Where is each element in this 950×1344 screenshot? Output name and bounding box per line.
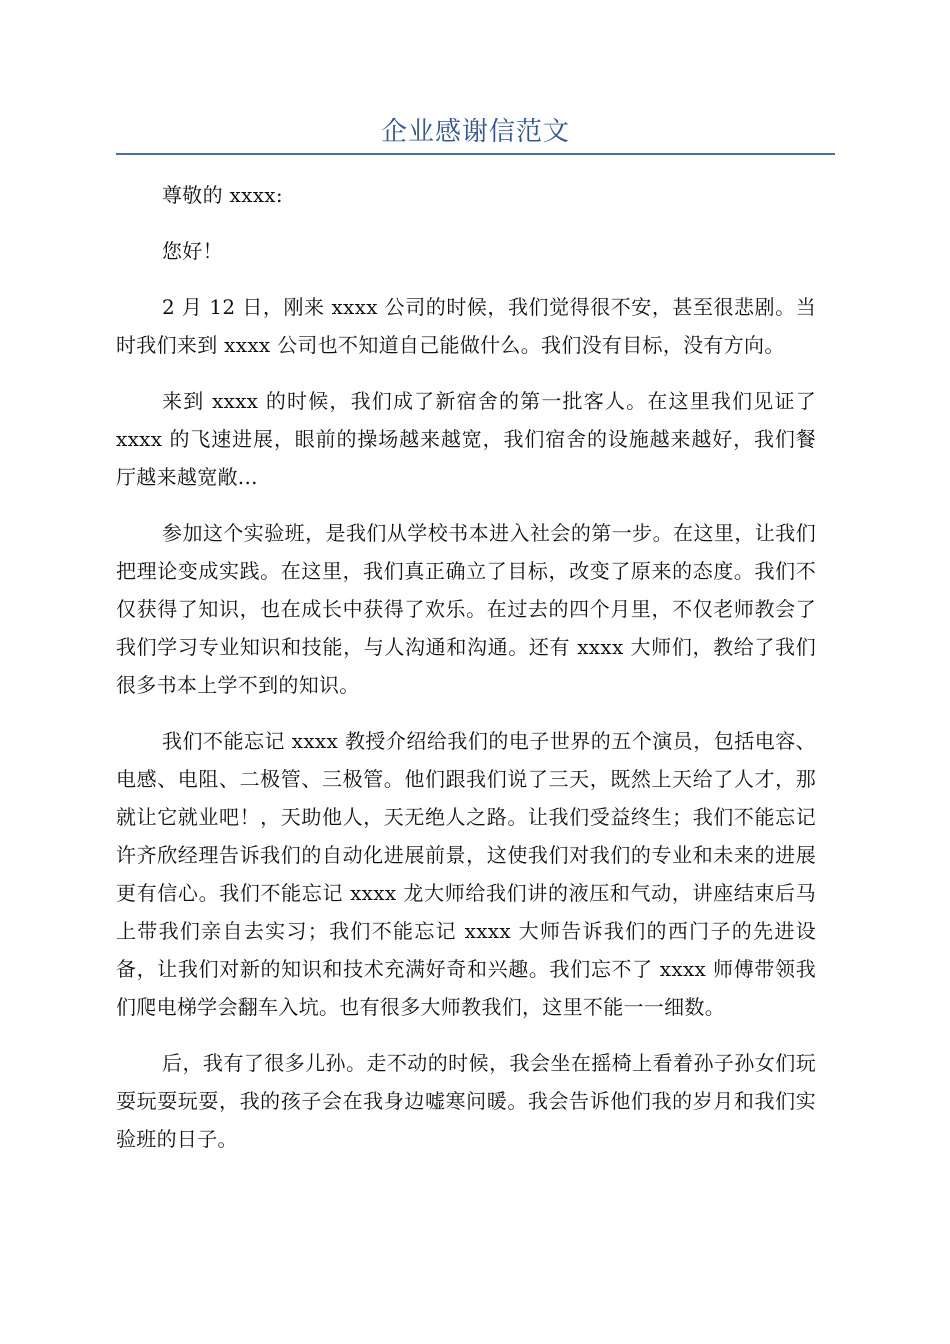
body-paragraph: 2 月 12 日，刚来 xxxx 公司的时候，我们觉得很不安，甚至很悲剧。当时我们来到 xxxx 公司也不知道自己能做什么。我们没有目标，没有方向。: [116, 295, 816, 357]
document-title: 企业感谢信范文: [380, 117, 570, 147]
salutation: 尊敬的 xxxx:: [162, 183, 283, 207]
document-body: [116, 176, 816, 1176]
body-paragraph: 来到 xxxx 的时候，我们成了新宿舍的第一批客人。在这里我们见证了 xxxx 的飞速进展，眼前的操场越来越宽，我们宿舍的设施越来越好，我们餐厅越来越宽敞...: [116, 389, 816, 489]
greeting: 您好！: [162, 239, 223, 263]
title-underline: [116, 153, 835, 155]
body-paragraph: 参加这个实验班，是我们从学校书本进入社会的第一步。在这里，让我们把理论变成实践。在这里，我们真正确立了目标，改变了原来的态度。我们不仅获得了知识，也在成长中获得了欢乐。在过去的四个月里，不仅老师教会了我们学习专业知识和技能，与人沟通和沟通。还有 xxxx 大师们，教给了我们很多书本上学不到的知识。: [116, 521, 816, 697]
body-paragraph: 后，我有了很多儿孙。走不动的时候，我会坐在摇椅上看着孙子孙女们玩耍玩耍玩耍，我的孩子会在我身边嘘寒问暖。我会告诉他们我的岁月和我们实验班的日子。: [116, 1051, 816, 1151]
body-paragraph: 我们不能忘记 xxxx 教授介绍给我们的电子世界的五个演员，包括电容、电感、电阻、二极管、三极管。他们跟我们说了三天，既然上天给了人才，那就让它就业吧！，天助他人，天无绝人之路。让我们受益终生；我们不能忘记许齐欣经理告诉我们的自动化进展前景，这使我们对我们的专业和未来的进展更有信心。我们不能忘记 xxxx 龙大师给我们讲的液压和气动，讲座结束后马上带我们亲自去实习；我们不能忘记 xxxx 大师告诉我们的西门子的先进设备，让我们对新的知识和技术充满好奇和兴趣。我们忘不了 xxxx 师傅带领我们爬电梯学会翻车入坑。也有很多大师教我们，这里不能一一细数。: [116, 729, 816, 1019]
